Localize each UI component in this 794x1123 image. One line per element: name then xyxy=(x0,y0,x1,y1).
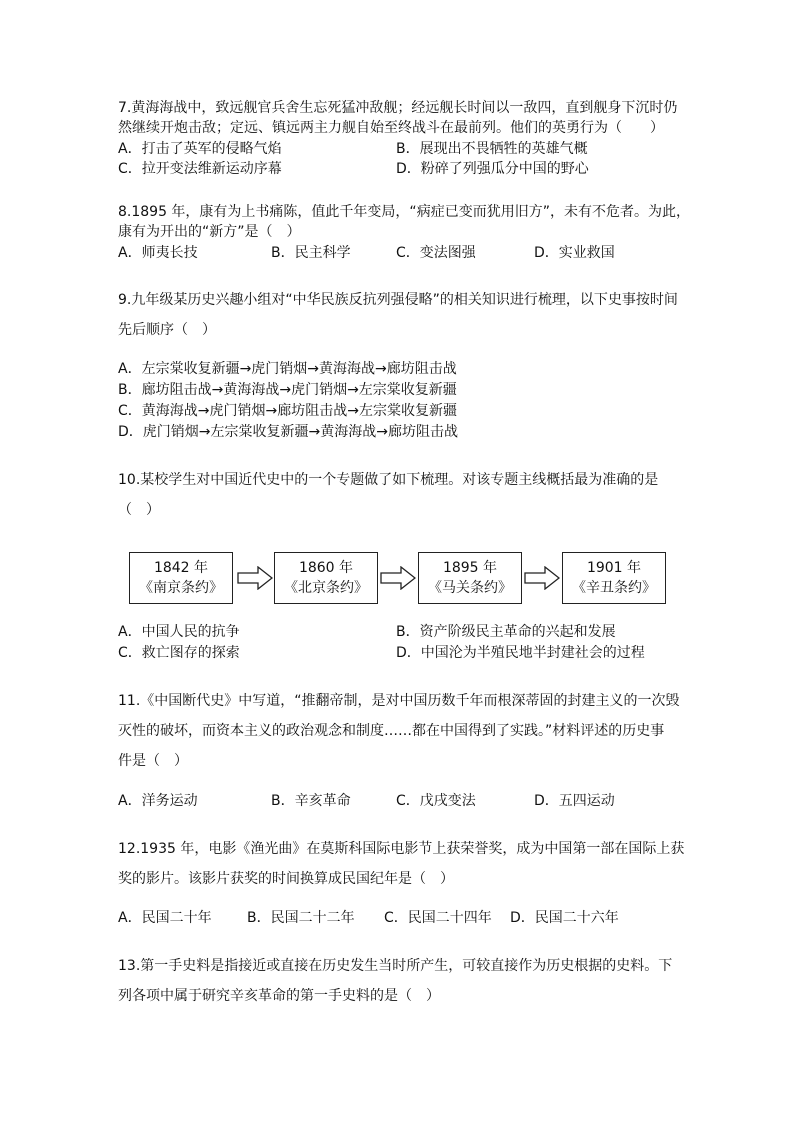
right-arrow-icon xyxy=(524,566,560,590)
q8-option-d: D．实业救国 xyxy=(534,245,615,261)
q10-stem-line2: （ ） xyxy=(118,502,160,518)
q7-stem-line2: 然继续开炮击敌；定远、镇远两主力舰自始至终战斗在最前列。他们的英勇行为（ ） xyxy=(118,120,664,136)
q12-option-b: B．民国二十二年 xyxy=(247,910,355,926)
treaty-box-beijing xyxy=(274,552,378,604)
q9-stem-line1: 9.九年级某历史兴趣小组对“中华民族反抗列强侵略”的相关知识进行梳理，以下史事按时间 xyxy=(118,292,678,308)
q11-option-d: D．五四运动 xyxy=(534,793,615,809)
q8-option-b: B．民主科学 xyxy=(271,245,351,261)
q9-option-a: A．左宗棠收复新疆→虎门销烟→黄海海战→廊坊阻击战 xyxy=(118,361,457,377)
q8-stem-line2: 康有为开出的“新方”是（ ） xyxy=(118,224,301,240)
q11-stem-line1: 11.《中国断代史》中写道，“推翻帝制，是对中国历数千年而根深蒂固的封建主义的一次毁 xyxy=(118,693,680,709)
q12-option-a: A．民国二十年 xyxy=(118,910,212,926)
treaty-box-nanjing xyxy=(129,552,233,604)
treaty-year: 1860 年 xyxy=(298,560,354,576)
treaty-name: 《南京条约》 xyxy=(139,580,223,596)
treaty-year: 1901 年 xyxy=(586,560,642,576)
treaty-name: 《马关条约》 xyxy=(428,580,512,596)
q9-option-b: B．廊坊阻击战→黄海海战→虎门销烟→左宗棠收复新疆 xyxy=(118,382,457,398)
q13-stem-line2: 列各项中属于研究辛亥革命的第一手史料的是（ ） xyxy=(118,988,440,1004)
right-arrow-icon xyxy=(237,566,273,590)
q11-option-a: A．洋务运动 xyxy=(118,793,198,809)
q10-option-a: A．中国人民的抗争 xyxy=(118,624,240,640)
q11-stem-line2: 灭性的破坏，而资本主义的政治观念和制度……都在中国得到了实践。”材料评述的历史事 xyxy=(118,723,665,739)
q7-option-c: C．拉开变法维新运动序幕 xyxy=(118,161,282,177)
treaty-box-xinchou xyxy=(562,552,666,604)
q9-option-d: D．虎门销烟→左宗棠收复新疆→黄海海战→廊坊阻击战 xyxy=(118,424,458,440)
q11-stem-line3: 件是（ ） xyxy=(118,753,188,769)
q12-stem-line1: 12.1935 年，电影《渔光曲》在莫斯科国际电影节上获荣誉奖，成为中国第一部在国际上获 xyxy=(118,841,685,857)
q12-option-d: D．民国二十六年 xyxy=(510,910,619,926)
q8-stem-line1: 8.1895 年，康有为上书痛陈，值此千年变局，“病症已变而犹用旧方”，未有不危者。为此， xyxy=(118,204,690,220)
q12-option-c: C．民国二十四年 xyxy=(384,910,492,926)
q9-stem-line2: 先后顺序（ ） xyxy=(118,322,216,338)
treaty-year: 1842 年 xyxy=(153,560,209,576)
q8-option-c: C．变法图强 xyxy=(396,245,476,261)
treaty-name: 《辛丑条约》 xyxy=(572,580,656,596)
q9-option-c: C．黄海海战→虎门销烟→廊坊阻击战→左宗棠收复新疆 xyxy=(118,403,457,419)
treaty-box-maguan xyxy=(418,552,522,604)
q11-option-b: B．辛亥革命 xyxy=(271,793,351,809)
q7-stem-line1: 7.黄海海战中，致远舰官兵舍生忘死猛冲敌舰；经远舰长时间以一敌四，直到舰身下沉时仍 xyxy=(118,100,678,116)
q11-option-c: C．戊戌变法 xyxy=(396,793,476,809)
treaty-name: 《北京条约》 xyxy=(284,580,368,596)
q10-option-d: D．中国沦为半殖民地半封建社会的过程 xyxy=(396,645,645,661)
q7-option-b: B．展现出不畏牺牲的英雄气概 xyxy=(396,141,588,157)
q10-option-c: C．救亡图存的探索 xyxy=(118,645,240,661)
q13-stem-line1: 13.第一手史料是指接近或直接在历史发生当时所产生，可较直接作为历史根据的史料。下 xyxy=(118,958,673,974)
q10-stem-line1: 10.某校学生对中国近代史中的一个专题做了如下梳理。对该专题主线概括最为准确的是 xyxy=(118,472,659,488)
q10-option-b: B．资产阶级民主革命的兴起和发展 xyxy=(396,624,616,640)
q7-option-d: D．粉碎了列强瓜分中国的野心 xyxy=(396,161,589,177)
right-arrow-icon xyxy=(380,566,416,590)
treaty-year: 1895 年 xyxy=(442,560,498,576)
q8-option-a: A．师夷长技 xyxy=(118,245,198,261)
q7-option-a: A．打击了英军的侵略气焰 xyxy=(118,141,282,157)
q12-stem-line2: 奖的影片。该影片获奖的时间换算成民国纪年是（ ） xyxy=(118,871,454,887)
